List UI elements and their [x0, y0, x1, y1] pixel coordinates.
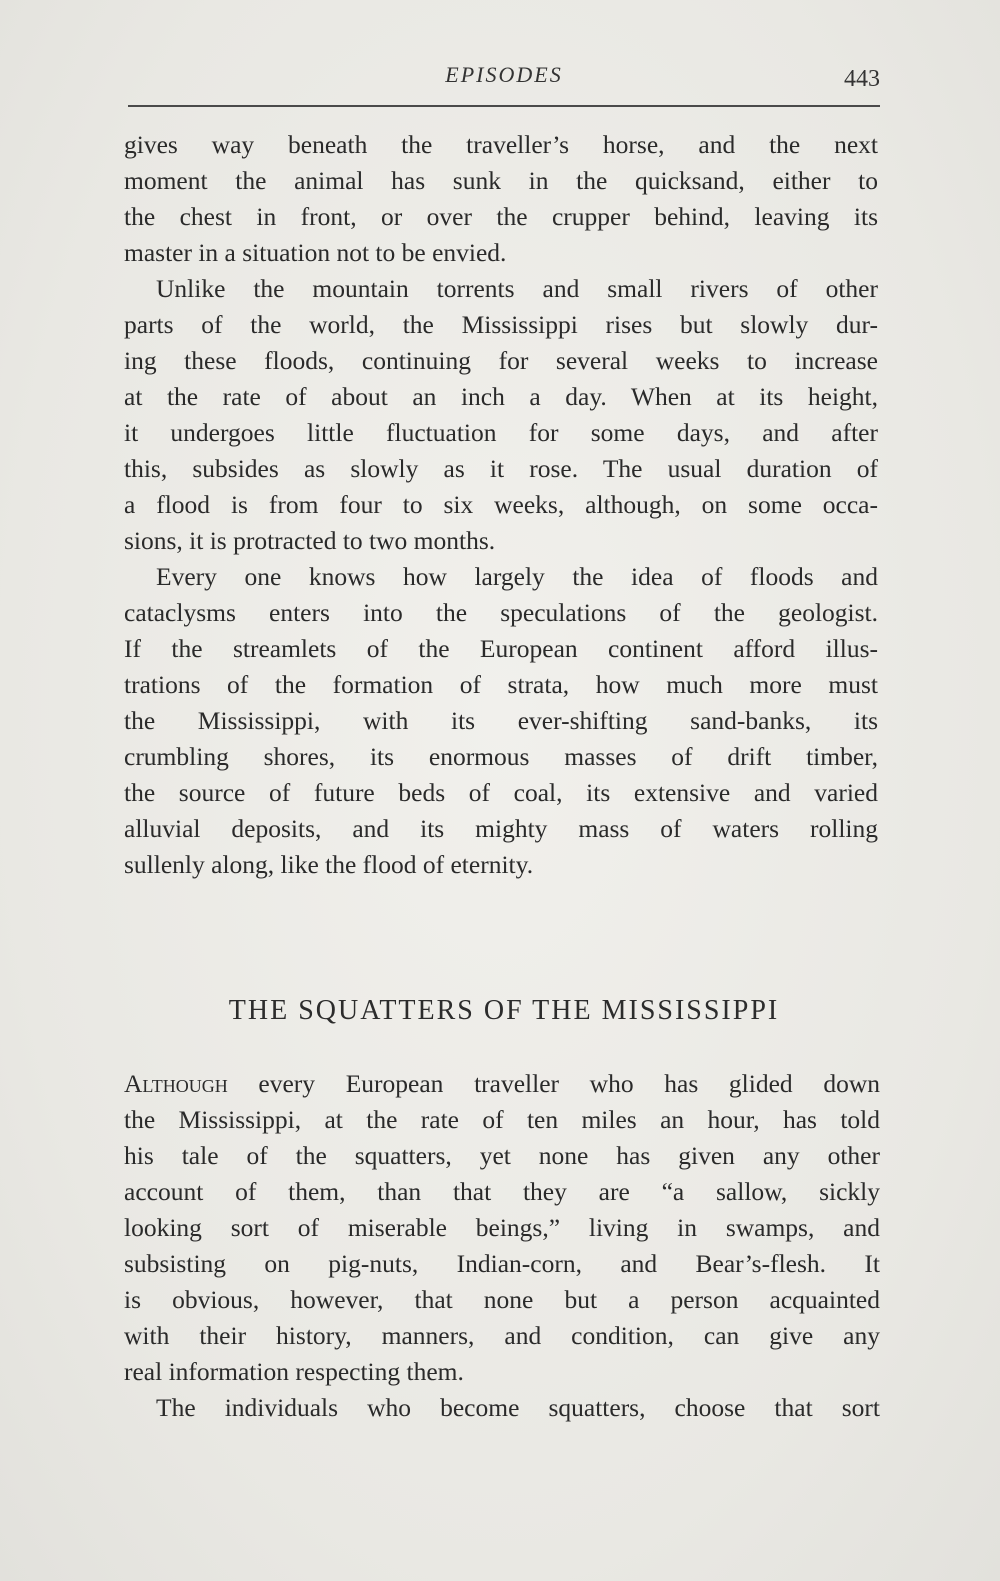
text-line: master in a situation not to be envied. [124, 238, 507, 267]
text-line: gives way beneath the traveller’s horse, and the next [124, 130, 878, 159]
text-line [124, 1066, 880, 1102]
text-line: trations of the formation of strata, how much more must [124, 670, 878, 699]
text-line: at the rate of about an inch a day. When at its height, [124, 382, 878, 411]
text-line: a flood is from four to six weeks, although, on some occa- [124, 490, 878, 519]
header-rule [128, 105, 880, 107]
page-number: 443 [844, 66, 880, 92]
text-line: Every one knows how largely the idea of floods and [156, 562, 878, 591]
text-line: parts of the world, the Mississippi rises but slowly dur- [124, 310, 878, 339]
running-header [128, 62, 880, 96]
text-line: it undergoes little fluctuation for some days, and after [124, 418, 878, 447]
text-line: the Mississippi, with its ever-shifting sand-banks, its [124, 706, 878, 735]
running-title: EPISODES [445, 62, 563, 87]
text-line: looking sort of miserable beings,” living in swamps, and [124, 1213, 880, 1242]
text-line: crumbling shores, its enormous masses of drift timber, [124, 742, 878, 771]
text-line: moment the animal has sunk in the quicksand, either to [124, 166, 878, 195]
text-line: subsisting on pig-nuts, Indian-corn, and Bear’s-flesh. It [124, 1249, 880, 1278]
text-line: sullenly along, like the flood of eternity. [124, 850, 534, 879]
text-line-rest: every European traveller who has glided down [227, 1069, 880, 1098]
text-line: ing these floods, continuing for several weeks to increase [124, 346, 878, 375]
text-line: sions, it is protracted to two months. [124, 526, 496, 555]
section-body-text [124, 1066, 880, 1426]
text-line: the source of future beds of coal, its extensive and varied [124, 778, 878, 807]
text-line: The individuals who become squatters, choose that sort [156, 1393, 880, 1422]
drop-word: Although [124, 1069, 228, 1098]
section-heading: THE SQUATTERS OF THE MISSISSIPPI [228, 995, 780, 1026]
text-line: the chest in front, or over the crupper behind, leaving its [124, 202, 878, 231]
body-text [124, 127, 878, 883]
text-line: If the streamlets of the European continent afford illus- [124, 634, 878, 663]
text-line: this, subsides as slowly as it rose. The usual duration of [124, 454, 878, 483]
text-line: Unlike the mountain torrents and small rivers of other [156, 274, 878, 303]
text-line: his tale of the squatters, yet none has given any other [124, 1141, 880, 1170]
text-line: account of them, than that they are “a sallow, sickly [124, 1177, 880, 1206]
text-line: with their history, manners, and condition, can give any [124, 1321, 880, 1350]
text-line: alluvial deposits, and its mighty mass of waters rolling [124, 814, 878, 843]
text-line: real information respecting them. [124, 1357, 464, 1386]
text-line: the Mississippi, at the rate of ten miles an hour, has told [124, 1105, 880, 1134]
text-line: cataclysms enters into the speculations of the geologist. [124, 598, 878, 627]
text-line: is obvious, however, that none but a person acquainted [124, 1285, 880, 1314]
